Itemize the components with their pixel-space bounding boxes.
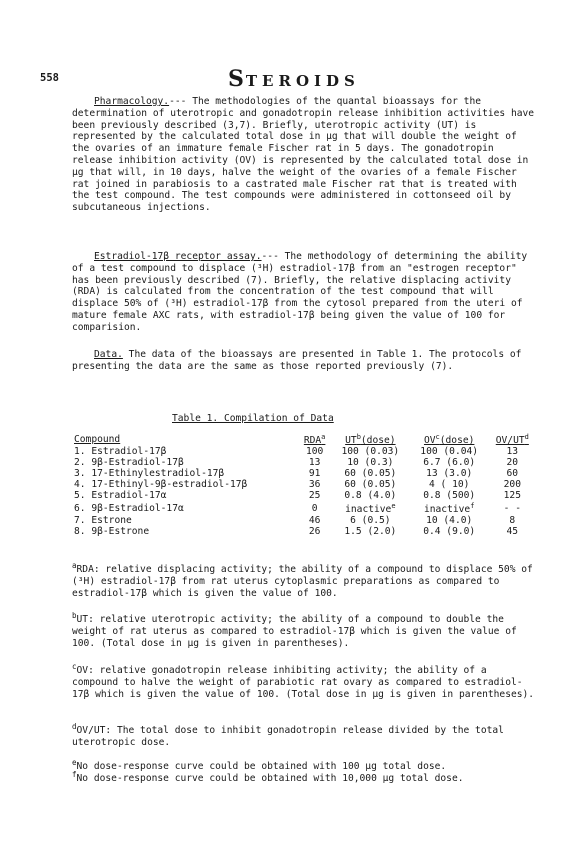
compound-name: 9β-Estrone [91, 526, 150, 538]
compound-name: Estrone [91, 515, 132, 527]
ratio-cell [489, 457, 536, 468]
compound-cell [72, 490, 298, 501]
receptor-heading: Estradiol-17β receptor assay. [94, 251, 262, 262]
ratio-cell [489, 490, 536, 501]
header-ut-mark: b [356, 433, 361, 441]
ov-cell [410, 468, 489, 479]
ut-value: 60 (0.05) [344, 479, 397, 491]
rda-cell [298, 526, 331, 537]
ut-value: 1.5 (2.0) [344, 526, 397, 538]
compound-cell [72, 479, 298, 490]
journal-title-rest: TEROIDS [245, 72, 360, 90]
ut-value: 100 (0.03) [341, 446, 400, 458]
ov-value: 10 (4.0) [426, 515, 473, 527]
rda-cell [298, 479, 331, 490]
rda-cell [298, 457, 331, 468]
table-row [72, 490, 536, 501]
table-row [72, 446, 536, 457]
rda-value: 36 [308, 479, 321, 491]
footnote-text: UT: relative uterotropic activity; the ability of a compound to double the weight of rat uterus as compared to estradiol-17β which is given the value of 100. (Total dose in μg is given in parentheses). [72, 614, 517, 649]
ut-value: 0.8 (4.0) [344, 490, 397, 502]
rda-value: 91 [308, 468, 321, 480]
compound-number: 1. [74, 446, 86, 458]
table-caption: Table 1. Compilation of Data [172, 413, 334, 424]
header-ratio-label: OV/UT [495, 435, 525, 447]
ut-value: 60 (0.05) [344, 468, 397, 480]
footnote [72, 611, 536, 649]
ut-cell [331, 468, 410, 479]
table-row [72, 515, 536, 526]
ratio-value: 45 [506, 526, 519, 538]
ratio-cell [489, 479, 536, 490]
data-table [72, 432, 536, 537]
ratio-value: 125 [503, 490, 521, 502]
header-ov-mark: c [435, 433, 440, 441]
header-ut-dose: (dose) [360, 435, 396, 447]
footnote-marker: e [72, 758, 77, 767]
ratio-cell [489, 446, 536, 457]
header-ov-dose: (dose) [439, 435, 475, 447]
table-row [72, 457, 536, 468]
ut-cell [331, 490, 410, 501]
rda-value: 0 [311, 502, 318, 514]
ov-value: 100 (0.04) [420, 446, 479, 458]
compound-name: Estradiol-17β [91, 446, 167, 458]
table-header-row [72, 432, 536, 446]
ratio-cell [489, 468, 536, 479]
data-heading: Data. [94, 349, 123, 360]
ut-cell [331, 501, 410, 515]
rda-cell [298, 515, 331, 526]
ov-value: 0.8 (500) [423, 490, 476, 502]
header-ratio-mark: d [524, 433, 529, 441]
ut-cell [331, 479, 410, 490]
compound-cell [72, 457, 298, 468]
ov-cell [410, 479, 489, 490]
footnote-marker: f [72, 770, 77, 779]
ut-value: inactive [345, 504, 392, 516]
compound-cell [72, 446, 298, 457]
ratio-cell [489, 526, 536, 537]
ov-value: 4 ( 10) [428, 479, 470, 491]
table-row [72, 479, 536, 490]
rda-value: 13 [308, 457, 321, 469]
ratio-value: 200 [503, 479, 521, 491]
compound-number: 5. [74, 490, 86, 502]
ov-cell [410, 526, 489, 537]
rda-cell [298, 468, 331, 479]
compound-name: Estradiol-17α [91, 490, 167, 502]
header-ut [331, 432, 410, 446]
footnote-marker: a [72, 561, 77, 570]
header-rda-label: RDA [303, 435, 322, 447]
footnote-marker: d [72, 722, 77, 731]
header-rda [298, 432, 331, 446]
ut-value: 6 (0.5) [350, 515, 391, 527]
rda-value: 25 [308, 490, 321, 502]
compound-number: 3. [74, 468, 86, 480]
compound-cell [72, 515, 298, 526]
journal-title-initial: S [228, 66, 246, 92]
footnote [72, 758, 536, 773]
header-ov-label: OV [423, 435, 436, 447]
ut-cell [331, 515, 410, 526]
rda-value: 46 [308, 515, 321, 527]
compound-number: 8. [74, 526, 86, 538]
footnote-text: RDA: relative displacing activity; the ability of a compound to displace 50% of (³H) estradiol-17β from rat uterus cytoplasmic preparations as compared to estradiol-17β which is given the value of 100. [72, 564, 533, 599]
ratio-value: 8 [509, 515, 516, 527]
compound-number: 7. [74, 515, 86, 527]
ut-cell [331, 526, 410, 537]
table-row [72, 526, 536, 537]
rda-cell [298, 501, 331, 515]
compound-name: 9β-Estradiol-17β [91, 457, 184, 469]
ut-value: 10 (0.3) [347, 457, 394, 469]
compound-cell [72, 501, 298, 515]
ov-cell [410, 515, 489, 526]
receptor-paragraph [72, 251, 536, 334]
compound-number: 2. [74, 457, 86, 469]
data-paragraph [72, 349, 536, 373]
pharmacology-text: --- The methodologies of the quantal bioassays for the determination of uterotropic and gonadotropin release inhibition activities have been previously described (3,7). Briefly, uterotropic activity (UT) is represented by the calculated total dose in μg that will double the weight of the ovaries of an immature female Fischer rat in 5 days. The gonadotropin release inhibition activity (OV) is represented by the calculated total dose in μg that will, in 10 days, halve the weight of the ovaries of a female Fischer rat joined in parabiosis to a castrated male Fischer rat that is treated with the test compound. The test compounds were administered in cottonseed oil by subcutaneous injections. [72, 96, 540, 214]
ov-value: 6.7 (6.0) [423, 457, 476, 469]
pharmacology-heading: Pharmacology. [94, 96, 170, 107]
ratio-cell [489, 501, 536, 515]
compound-cell [72, 468, 298, 479]
ov-cell [410, 501, 489, 515]
footnote-text: OV: relative gonadotropin release inhibiting activity; the ability of a compound to halve the weight of parabiotic rat ovary as compared to estradiol-17β which is given the value of 100. (Total dose in μg is given in parentheses). [72, 665, 535, 700]
footnote-marker: b [72, 611, 77, 620]
header-ov [410, 432, 489, 446]
table-row [72, 468, 536, 479]
ratio-value: 13 [506, 446, 519, 458]
footnote-mark: e [391, 502, 396, 511]
footnote [72, 561, 536, 599]
footnote-text: OV/UT: The total dose to inhibit gonadotropin release divided by the total uterotropic dose. [72, 725, 504, 748]
footnote-text: No dose-response curve could be obtained with 10,000 μg total dose. [76, 773, 464, 784]
footnote-mark: f [470, 502, 475, 511]
compound-name: 17-Ethinyl-9β-estradiol-17β [91, 479, 248, 491]
header-rda-mark: a [321, 433, 326, 441]
compound-number: 6. [74, 502, 86, 514]
ut-cell [331, 457, 410, 468]
rda-cell [298, 446, 331, 457]
footnote [72, 722, 536, 749]
ut-cell [331, 446, 410, 457]
footnote-marker: c [72, 662, 77, 671]
receptor-text: --- The methodology of determining the ability of a test compound to displace (³H) estradiol-17β from an "estrogen receptor" has been previously described (7). Briefly, the relative displacing activity (RDA) is calculated from the concentration of the test compound that will displace 50% of (³H) estradiol-17β from the cytosol prepared from the uteri of mature female AXC rats, with estradiol-17β being given the value of 100 for comparision. [72, 251, 533, 333]
data-text: The data of the bioassays are presented in Table 1. The protocols of presenting the data are the same as those reported previously (7). [72, 349, 528, 372]
compound-number: 4. [74, 479, 86, 491]
ov-cell [410, 457, 489, 468]
ratio-value: 60 [506, 468, 519, 480]
page-number: 558 [40, 72, 59, 84]
compound-name: 9β-Estradiol-17α [91, 502, 184, 514]
rda-cell [298, 490, 331, 501]
ov-cell [410, 446, 489, 457]
rda-value: 100 [305, 446, 324, 458]
ov-value: inactive [423, 504, 471, 516]
ratio-value: - - [503, 502, 521, 514]
footnote [72, 770, 536, 785]
compound-name: 17-Ethinylestradiol-17β [91, 468, 225, 480]
footnote-text: No dose-response curve could be obtained with 100 μg total dose. [76, 761, 447, 772]
rda-value: 26 [308, 526, 321, 538]
compound-cell [72, 526, 298, 537]
pharmacology-paragraph [72, 96, 540, 214]
header-ratio [489, 432, 536, 446]
ratio-cell [489, 515, 536, 526]
footnote [72, 662, 536, 700]
header-ut-label: UT [345, 435, 357, 447]
ov-cell [410, 490, 489, 501]
ratio-value: 20 [506, 457, 519, 469]
ov-value: 13 (3.0) [426, 468, 473, 480]
journal-title [228, 66, 360, 92]
header-compound: Compound [74, 433, 121, 445]
ov-value: 0.4 (9.0) [423, 526, 476, 538]
table-row [72, 501, 536, 515]
